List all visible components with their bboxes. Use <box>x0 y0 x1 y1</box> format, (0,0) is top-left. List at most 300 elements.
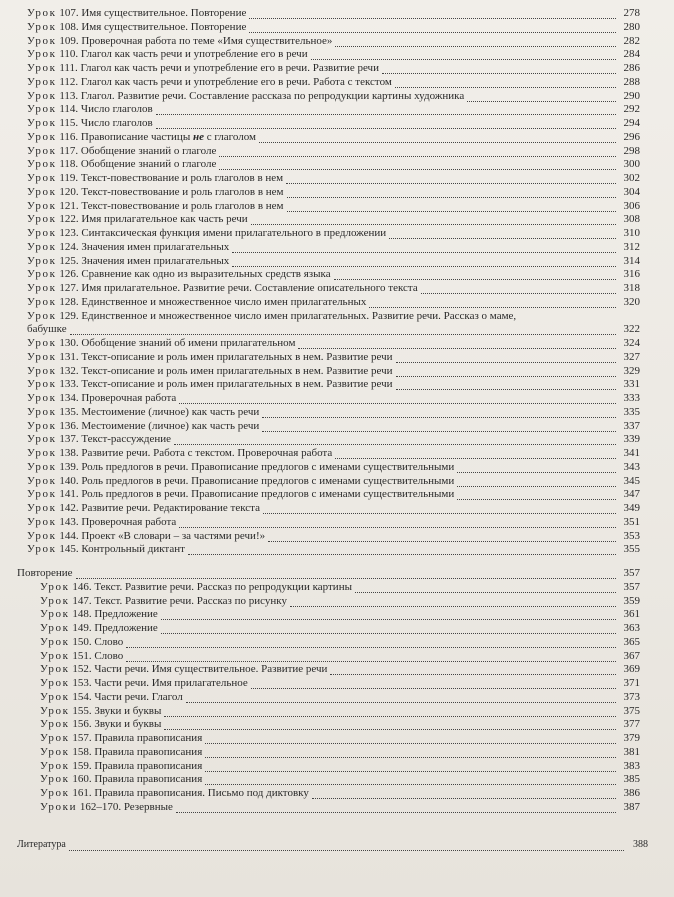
toc-entry <box>40 690 640 704</box>
leader-dots <box>219 160 616 170</box>
lesson-title: Имя существительное. Повторение <box>81 7 247 19</box>
page-number: 341 <box>623 447 640 459</box>
page-number: 357 <box>623 567 640 579</box>
lesson-word: Урок <box>27 240 57 253</box>
toc-entry-label <box>27 295 367 309</box>
lesson-title: Литература <box>17 838 66 850</box>
page-number: 294 <box>623 117 640 129</box>
lesson-word: Урок <box>27 543 57 556</box>
leader-dots <box>396 353 616 363</box>
toc-entry <box>40 745 640 759</box>
page-number: 322 <box>623 323 640 336</box>
toc-entry <box>27 116 640 130</box>
lesson-word: Урок <box>40 608 70 621</box>
lesson-number: 109. <box>59 34 79 47</box>
page-number: 349 <box>623 502 640 514</box>
lesson-word: Урок <box>27 62 57 74</box>
leader-dots <box>287 188 616 198</box>
toc-entry-label <box>27 309 517 323</box>
leader-dots <box>179 394 616 404</box>
lesson-title: Обобщение знаний о глаголе <box>80 158 217 171</box>
lesson-title: Правила правописания. Письмо под диктовку <box>94 787 309 799</box>
page-number: 353 <box>623 529 640 542</box>
page-number: 377 <box>623 718 640 731</box>
toc-entry <box>27 419 640 433</box>
toc-entry-label <box>40 786 310 800</box>
lesson-title: Проверочная работа <box>81 392 177 404</box>
lesson-number: 156. <box>72 718 92 731</box>
leader-dots <box>232 243 616 253</box>
page-number: 383 <box>623 759 640 772</box>
lesson-title: Роль предлогов в речи. Правописание предлогов с именами существительными <box>81 474 455 487</box>
page-number: 363 <box>623 622 640 634</box>
toc-entry-label <box>27 47 309 61</box>
toc-entry-label <box>27 6 247 20</box>
lesson-number: 116. <box>59 130 79 143</box>
lesson-number: 141. <box>59 488 79 501</box>
lesson-number: 161. <box>72 787 92 799</box>
toc-entry <box>27 336 640 350</box>
page-number: 373 <box>623 690 640 703</box>
toc-entry-label <box>27 240 230 254</box>
leader-dots <box>467 92 616 102</box>
lesson-number: 108. <box>59 20 79 33</box>
lesson-number: 162–170. <box>79 800 122 813</box>
lesson-title: Текст-описание и роль имен прилагательных в нем. Развитие речи <box>81 364 393 377</box>
lesson-title: Правила правописания <box>94 759 203 772</box>
toc-entry <box>40 704 640 718</box>
lesson-number: 139. <box>59 460 79 473</box>
lesson-number: 159. <box>72 759 92 772</box>
toc-entry <box>27 254 640 268</box>
toc-entry <box>40 731 640 745</box>
toc-entry <box>27 281 640 295</box>
lesson-number: 126. <box>59 268 79 281</box>
lesson-word: Урок <box>27 199 57 212</box>
toc-entry <box>27 529 640 543</box>
leader-dots <box>457 490 616 500</box>
toc-entry-label <box>17 566 74 580</box>
lesson-number: 157. <box>72 732 92 744</box>
lesson-title: Контрольный диктант <box>81 543 185 556</box>
leader-dots <box>298 339 616 349</box>
toc-entry <box>40 676 640 690</box>
lesson-word: Урок <box>27 268 57 281</box>
leader-dots <box>126 652 616 662</box>
lesson-word: Урок <box>27 405 57 418</box>
leader-dots <box>164 720 616 730</box>
page-number: 320 <box>623 295 640 308</box>
lesson-title: Текст-описание и роль имен прилагательных в нем. Развитие речи <box>81 378 393 391</box>
lesson-word: Урок <box>40 594 70 607</box>
lesson-word: Урок <box>27 7 57 19</box>
toc-entry <box>40 594 640 608</box>
lesson-title: Единственное и множественное число имен прилагательных <box>81 295 367 308</box>
lesson-title: Развитие речи. Редактирование текста <box>81 502 260 514</box>
page-number: 302 <box>623 172 640 184</box>
toc-entry <box>27 515 640 529</box>
page-number: 339 <box>623 433 640 446</box>
page-number: 290 <box>623 89 640 102</box>
lesson-number: 150. <box>72 635 92 648</box>
lesson-number: 148. <box>72 608 92 621</box>
page-number: 292 <box>623 103 640 116</box>
lesson-title: Текст-повествование и роль глаголов в нем <box>81 199 284 212</box>
toc-entry-label <box>27 432 172 446</box>
toc-entry <box>40 662 640 676</box>
leader-dots <box>382 64 616 74</box>
toc-entry-label <box>27 254 230 268</box>
lesson-word: Урок <box>27 474 57 487</box>
lesson-title: Имя прилагательное. Развитие речи. Составление описательного текста <box>81 282 418 294</box>
toc-entry <box>27 309 640 323</box>
lesson-word: Урок <box>40 732 70 744</box>
lesson-word: Урок <box>40 745 70 758</box>
leader-dots <box>205 775 616 785</box>
lesson-title: Звуки и буквы <box>94 718 162 731</box>
leader-dots <box>179 518 616 528</box>
lesson-title: Обобщение знаний о глаголе <box>80 144 217 157</box>
lesson-title: Единственное и множественное число имен прилагательных. Развитие речи. Рассказ о маме, <box>81 309 517 322</box>
lesson-number: 136. <box>59 419 79 432</box>
lesson-title: Местоимение (личное) как часть речи <box>81 419 260 432</box>
lesson-word: Урок <box>27 378 57 391</box>
lesson-title: Правила правописания <box>94 732 203 744</box>
toc-entry <box>27 364 640 378</box>
leader-dots <box>389 229 616 239</box>
page-number: 316 <box>623 268 640 281</box>
page-number: 318 <box>623 282 640 294</box>
lesson-number: 153. <box>72 677 92 689</box>
lesson-number: 131. <box>59 350 79 363</box>
toc-entry-label <box>27 281 419 295</box>
leader-dots <box>330 665 616 675</box>
leader-dots <box>262 422 616 432</box>
lesson-title: Текст-повествование и роль глаголов в нем <box>81 185 284 198</box>
lesson-title: Число глаголов <box>80 103 153 116</box>
leader-dots <box>76 569 616 579</box>
toc-entry <box>40 717 640 731</box>
leader-dots <box>205 748 616 758</box>
lesson-number: 160. <box>72 773 92 786</box>
toc-entry <box>27 446 640 460</box>
lesson-word: Урок <box>40 759 70 772</box>
lesson-number: 137. <box>59 433 79 446</box>
lesson-word: Урок <box>27 130 57 143</box>
toc-entry <box>27 20 640 34</box>
lesson-title: Число глаголов <box>80 117 153 129</box>
lesson-number: 151. <box>72 649 92 662</box>
lesson-title: Части речи. Имя прилагательное <box>94 677 248 689</box>
toc-entry-label <box>40 772 203 786</box>
leader-dots <box>156 105 616 115</box>
lesson-word: Урок <box>27 282 57 294</box>
toc-entry-label <box>27 336 296 350</box>
toc-entry-label <box>27 130 257 144</box>
page-number: 278 <box>623 7 640 19</box>
page-number: 296 <box>623 130 640 143</box>
lesson-title: Значения имен прилагательных <box>81 254 230 267</box>
toc-entry-label <box>27 391 177 405</box>
lesson-number: 110. <box>59 48 79 61</box>
toc-entry-label <box>27 171 284 185</box>
toc-entry-label <box>40 800 174 814</box>
leader-dots <box>176 803 616 813</box>
lesson-number: 115. <box>59 117 79 129</box>
toc-entry-label <box>40 690 184 704</box>
lesson-title: Правила правописания <box>94 745 203 758</box>
toc-entry-label <box>27 75 393 89</box>
toc-entry-label <box>27 34 333 48</box>
toc-entry-label <box>40 731 203 745</box>
lesson-title: Глагол как часть речи и употребление его в речи <box>80 48 308 61</box>
toc-entry-label <box>27 102 154 116</box>
lesson-title: Обобщение знаний об имени прилагательном <box>81 337 296 349</box>
lesson-title: Синтаксическая функция имени прилагательного в предложении <box>81 227 387 239</box>
lesson-word: Урок <box>27 392 57 404</box>
toc-entry-label <box>40 704 162 718</box>
page-number: 367 <box>623 649 640 662</box>
lesson-number: 142. <box>59 502 79 514</box>
lesson-number: 112. <box>59 75 79 88</box>
page-number: 379 <box>623 732 640 744</box>
toc-entry <box>27 75 640 89</box>
toc-entry <box>40 649 640 663</box>
toc-entry-label <box>27 446 333 460</box>
toc-entry-label <box>40 594 288 608</box>
toc-entry <box>40 580 640 594</box>
leader-dots <box>457 477 616 487</box>
toc-entry-label <box>27 199 285 213</box>
toc-entry <box>27 157 640 171</box>
page-number: 337 <box>623 419 640 432</box>
leader-dots <box>232 257 616 267</box>
lesson-number: 138. <box>59 447 79 459</box>
toc-entry-label <box>27 405 260 419</box>
toc-entry-label <box>40 635 124 649</box>
lesson-number: 107. <box>59 7 79 19</box>
page-number: 312 <box>623 240 640 253</box>
lesson-word: Урок <box>27 447 57 459</box>
leader-dots <box>219 147 616 157</box>
toc-entry-label <box>27 212 249 226</box>
toc-entry-literature <box>17 838 648 852</box>
toc-entry-label <box>40 717 162 731</box>
lesson-word: Урок <box>27 350 57 363</box>
toc-entry-label <box>27 487 455 501</box>
lesson-word: Урок <box>40 677 70 689</box>
lesson-word: Урок <box>27 48 57 61</box>
lesson-word: Урок <box>40 690 70 703</box>
toc-entry-label <box>40 649 124 663</box>
toc-entry-label <box>27 515 177 529</box>
lesson-word: Урок <box>27 103 57 116</box>
lesson-number: 155. <box>72 704 92 717</box>
toc-entry <box>27 460 640 474</box>
lesson-title: Значения имен прилагательных <box>81 240 230 253</box>
lesson-title: Части речи. Глагол <box>94 690 183 703</box>
lesson-word: Урок <box>27 144 57 157</box>
leader-dots <box>395 78 616 88</box>
leader-dots <box>396 380 616 390</box>
toc-entry <box>27 377 640 391</box>
page-number: 282 <box>623 34 640 47</box>
lesson-number: 143. <box>59 515 79 528</box>
lesson-word: Урок <box>27 337 57 349</box>
toc-entry <box>27 432 640 446</box>
toc-entry <box>27 322 640 336</box>
toc-entry-label <box>27 529 266 543</box>
lesson-word: Урок <box>40 622 70 634</box>
toc-entry-label <box>27 501 261 515</box>
lesson-number: 113. <box>59 89 79 102</box>
leader-dots <box>287 202 616 212</box>
toc-entry <box>27 199 640 213</box>
lesson-number: 121. <box>59 199 79 212</box>
leader-dots <box>355 583 616 593</box>
lesson-title: Повторение <box>17 567 73 579</box>
lesson-word: Урок <box>40 787 70 799</box>
toc-entry-label <box>27 364 394 378</box>
lesson-word: Урок <box>27 117 57 129</box>
leader-dots <box>396 367 616 377</box>
leader-dots <box>164 707 616 717</box>
lesson-title: Местоимение (личное) как часть речи <box>81 405 260 418</box>
lesson-word: Уроки <box>40 800 78 813</box>
lesson-number: 154. <box>72 690 92 703</box>
lesson-title: Звуки и буквы <box>94 704 162 717</box>
lesson-word: Урок <box>27 227 57 239</box>
lesson-number: 118. <box>59 158 79 171</box>
toc-entry-label <box>40 621 159 635</box>
page-number: 375 <box>623 704 640 717</box>
lesson-word: Урок <box>27 309 57 322</box>
leader-dots <box>161 624 616 634</box>
leader-dots <box>457 463 616 473</box>
lesson-word: Урок <box>27 515 57 528</box>
lesson-title: Предложение <box>94 622 158 634</box>
page-number: 331 <box>623 378 640 391</box>
toc-entry-label <box>27 226 387 240</box>
page-number: 324 <box>623 337 640 349</box>
lesson-word: Урок <box>27 34 57 47</box>
leader-dots <box>262 408 616 418</box>
leader-dots <box>70 325 616 335</box>
toc-entry-label <box>27 185 285 199</box>
lesson-number: 111. <box>59 62 78 74</box>
toc-entry <box>27 405 640 419</box>
toc-entry <box>27 542 640 556</box>
lesson-title: Текст. Развитие речи. Рассказ по репродукции картины <box>94 580 352 593</box>
lesson-title: Сравнение как одно из выразительных средств языка <box>81 268 331 281</box>
toc-entry-label <box>27 350 394 364</box>
lesson-number: 119. <box>59 172 79 184</box>
lesson-number: 114. <box>59 103 79 116</box>
lesson-title: Текст. Развитие речи. Рассказ по рисунку <box>94 594 287 607</box>
toc-entry <box>27 350 640 364</box>
page-number: 280 <box>623 20 640 33</box>
lesson-number: 124. <box>59 240 79 253</box>
toc-entry <box>27 102 640 116</box>
lesson-title: Части речи. Имя существительное. Развитие речи <box>94 663 328 676</box>
lesson-number: 140. <box>59 474 79 487</box>
lesson-number: 134. <box>59 392 79 404</box>
lesson-number: 127. <box>59 282 79 294</box>
leader-dots <box>335 37 616 47</box>
lesson-word: Урок <box>40 773 70 786</box>
leader-dots <box>268 532 616 542</box>
toc-entry-label <box>27 267 332 281</box>
toc-entry-label <box>27 542 186 556</box>
lesson-title: Роль предлогов в речи. Правописание предлогов с именами существительными <box>81 488 455 501</box>
toc-entry-label <box>40 662 328 676</box>
lesson-number: 152. <box>72 663 92 676</box>
lesson-word: Урок <box>27 254 57 267</box>
toc-entry-label <box>27 89 465 103</box>
lesson-title: Текст-рассуждение <box>81 433 172 446</box>
toc-entry <box>27 144 640 158</box>
section-heading <box>17 566 640 580</box>
leader-dots <box>334 270 616 280</box>
lesson-title: Правописание частицы не с глаголом <box>80 130 257 143</box>
leader-dots <box>205 762 616 772</box>
toc-entry <box>27 487 640 501</box>
page-number: 300 <box>623 158 640 171</box>
page-number: 327 <box>623 350 640 363</box>
lesson-word: Урок <box>27 433 57 446</box>
leader-dots <box>369 298 616 308</box>
page-number: 359 <box>623 594 640 607</box>
lesson-title: Развитие речи. Работа с текстом. Проверочная работа <box>81 447 333 459</box>
leader-dots <box>311 50 616 60</box>
lesson-title: Резервные <box>123 800 173 813</box>
lesson-title: Имя существительное. Повторение <box>81 20 247 33</box>
lesson-word: Урок <box>27 75 57 88</box>
page-number: 381 <box>623 745 640 758</box>
toc-entry <box>27 501 640 515</box>
lesson-number: 132. <box>59 364 79 377</box>
toc-entry-label <box>40 580 353 594</box>
page-number: 329 <box>623 364 640 377</box>
lesson-title: бабушке <box>27 323 67 336</box>
toc-entry-label <box>27 460 455 474</box>
leader-dots <box>188 545 616 555</box>
lesson-word: Урок <box>27 419 57 432</box>
lesson-number: 135. <box>59 405 79 418</box>
lesson-word: Урок <box>27 185 57 198</box>
lesson-word: Урок <box>40 580 70 593</box>
lesson-title: Слово <box>94 649 124 662</box>
lesson-number: 158. <box>72 745 92 758</box>
page-number: 288 <box>623 75 640 88</box>
page-number: 361 <box>623 608 640 621</box>
lesson-number: 145. <box>59 543 79 556</box>
toc-entry <box>27 474 640 488</box>
lesson-number: 146. <box>72 580 92 593</box>
lesson-title: Глагол. Развитие речи. Составление рассказа по репродукции картины художника <box>80 89 465 102</box>
toc-entry <box>27 61 640 75</box>
lesson-number: 117. <box>59 144 79 157</box>
toc-entry-label <box>27 144 217 158</box>
page-number: 333 <box>623 392 640 404</box>
page-number: 335 <box>623 405 640 418</box>
page-number: 371 <box>623 677 640 689</box>
page-number: 310 <box>623 227 640 239</box>
toc-entry-label <box>40 759 203 773</box>
lesson-word: Урок <box>27 364 57 377</box>
lesson-title: Текст-повествование и роль глаголов в нем <box>80 172 284 184</box>
toc-entry-label <box>27 322 68 336</box>
